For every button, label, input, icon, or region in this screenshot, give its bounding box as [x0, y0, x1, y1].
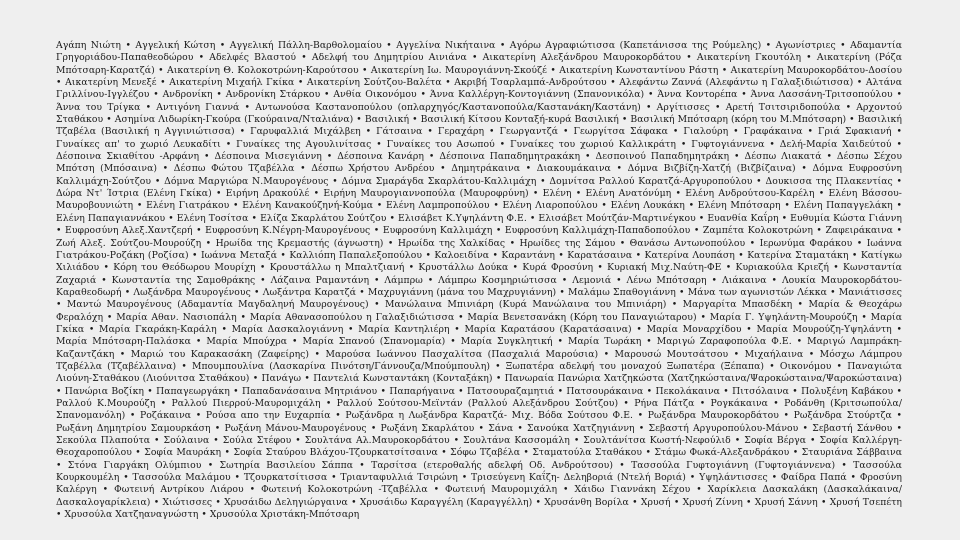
name-list-paragraph: Αγάπη Νιώτη • Αγγελική Κώτση • Αγγελική Πάλλη-Βαρθολομαίου • Αγγελίνα Νικήταινα • Αγόρω Αγραφιώτισσα (Καπετάνισσα της Ρούμελης) • Αγωνίστριες • Αδαμαντία Γρηγοριάδου-Παπαθεοδώρου • Αδελφές Βλαστού • Αδελφή του Δημητρίου Αινιάνα • Αικατερίνη Αλεξάνδρου Μαυροκορδάτου • Αικατερίνη Γκουτόλη • Αικατερίνη (Ρόζα Μπότσαρη-Καρατζά) • Αικατερίνη Θ. Κολοκοτρώνη-Καρούτσου • Αικατερίνη Ιω. Μαυρογιάννη-Σκούζέ • Αικατερίνη Κωνσταντίνου Ράστη • Αικατερίνη Μαυροκορδάτου-Δοσίου • Αικατερίνη Μενεξέ • Αικατερίνη Μιχαήλ Γκίκα • Αικατερίνη Σούτζου-Βαλέτα • Ακριβή Τσαρλαμπά-Ανδρούτσου • Αλεφάντω Ζαννά (Αλεφάντω η Γαλαξιδιώτισσα) • Αλτάνα Γριλλίνου-Ιγγλέζου • Ανδρονίκη • Ανδρονίκη Στάρκου • Ανθία Οικονόμου • Άννα Καλλέργη-Κοντογιάννη (Σπανονικόλα) • Άννα Κοντορέπα • Άννα Λασσάνη-Τριτσοπούλου • Άννα του Τρίγκα • Αντιγόνη Γιαννά • Αντωνούσα Καστανοπούλου (οπλαρχηγός/Καστανοπούλα/Καστανάκη/Καστάνη) • Αργίτισσες • Αρετή Τσιτσιριδοπούλα • Αρχοντού Σταθάκου • Ασημίνα Λιδωρίκη-Γκούρα (Γκούραινα/Νταλιάνα) • Βασιλική • Βασιλική Κίτσου Κονταξή-κυρά Βασιλική • Βασιλική Μπότσαρη (κόρη του Μ.Μπότσαρη) • Βασιλική Τζαβέλα (Βασιλική η Αγγινιώτισσα) • Γαρυφαλλιά Μιχάλβεη • Γάτσαινα • Γεραχάρη • Γεωργαντζά • Γεωργίτσα Σάφακα • Γιαλούρη • Γραφάκαινα • Γριά Σφακιανή • Γυναίκες απ' το χωριό Λευκαδίτι • Γυναίκες της Αγουλινίτσας • Γυναίκες του Ασωπού • Γυναίκες του χωριού Καλλικράτη • Γυφτογιάννενα • Δελή-Μαρία Χαιδεύτού • Δέσποινα Σκιαθίτου -Αρφάνη • Δέσποινα Μισεγιάννη • Δέσποινα Κανάρη • Δέσποινα Παπαδημητρακάκη • Δεσποινού Παπαδημητράκη • Δέσπω Λιακατά • Δέσπω Σέχου Μπότση (Μπόσαινα) • Δέσπω Φώτου Τζαβέλλα • Δέσπω Χρήστου Ανδρέου • Δημητράκαινα • Διακουμάκαινα • Δόμνα Βιζβίζη-Χατζή (Βιζβίζαινα) • Δόμνα Ευφροσύνη Καλλιμάχη-Σούτζου • Δόμνα Μαργιώρα Ν.Μαυρογένους • Δόμνα Σμαράγδα Σκαρλάτου-Καλλιμάχη • Δομνίτσα Ραλλού Καρατζά-Αργυροπούλου • Δουκισσα της Πλακεντίας • Δώρα Ντ' Ίστρια (Ελένη Γκίκα) • Ειρήνη Δρακούλέ • Ειρήνη Μαυρογιαννοπούλα (Μαυροφρύνη) • Ελένη • Ελένη Ανατόνύμη • Ελένη Ανδρούτσου-Καρέλη • Ελένη Βάσσου-Μαυροβουνιώτη • Ελένη Γιατράκου • Ελένη Κανακούζηνή-Κούμα • Ελένη Λαμπροπούλου • Ελένη Λιαροπούλου • Ελένη Λουκάκη • Ελένη Μπότσαρη • Ελένη Παπαγγελάκη • Ελένη Παπαγιαννάκου • Ελένη Τοσίτσα • Ελίζα Σκαρλάτου Σούτζου • Ελισάβετ Κ.Υψηλάντη Φ.Ε. • Ελισάβετ Μούτζάν-Μαρτινέγκου • Ευανθία Καΐρη • Ευθυμία Κώστα Γιάννη • Ευφροσύνη Αλεξ.Χαντζερή • Ευφροσύνη Κ.Νέγρη-Μαυρογένους • Ευφροσύνη Καλλιμάχη • Ευφροσύνη Καλλιμάχη-Παπαδοπούλου • Ζαμπέτα Κολοκοτρώνη • Ζαφειράκαινα • Ζωή Αλεξ. Σούτζου-Μουρούζη • Ηρωίδα της Κρεμαστής (άγνωστη) • Ηρωίδα της Χαλκίδας • Ηρωίδες της Σάμου • Θανάσω Αντωνοπούλου • Ιερωνύμα Φαράκου • Ιωάννα Γιατράκου-Ροζάκη (Ροζίσα) • Ιωάννα Μεταξά • Καλλιόπη Παπαλεξοπούλου • Καλοειδίνα • Καραντάνη • Καρατάσαινα • Κατερίνα Λουπάση • Κατερίνα Σταματάκη • Κατίγκω Χιλιάδου • Κόρη του Θεόδωρου Μουρίχη • Κρουστάλλω η Μπαλτζιανή • Κρυστάλλω Δούκα • Κυρά Φροσύνη • Κυριακή Μιχ.Ναύτη-ΦΕ • Κυριακούλα Κριεζή • Κωνσταντία Ζαχαριά • Κωνσταντία της Σαμοθράκης • Λάζαινα Ραμαντάνη • Λάμπρω • Λάμπρω Κοσμηριώτισσα • Λεμονιά • Λένω Μπότσαρη • Λιάκαινα • Λουκία Μαυροκορδάτου-Καραθεοδωρή • Λωξάνδρα Μαυρογένους • Λωξάντρα Καρατζά • Μαχρυγιάννη (μάνα του Μαχρυγιάννη) • Μαλάμω Σπαθογιάννη • Μάνα των αγωνιστών Λέκκα • Μανιάτισσες • Μαντώ Μαυρογένους (Αδαμαντία Μαγδαληνή Μαυρογένους) • Μανώλαινα Μπινιάρη (Κυρά Μανώλαινα του Μπινιάρη) • Μαργαρίτα Μπασδέκη • Μαρία & Θεοχάρω Φεραλόχη • Μαρία Αθαν. Νασιοπάλη • Μαρία Αθανασοπούλου η Γαλαξιδιώτισσα • Μαρία Βενετσανάκη (Κόρη του Παναγιώταρου) • Μαρία Γ. Υψηλάντη-Μουρούζη • Μαρία Γκίκα • Μαρία Γκαράκη-Καράλη • Μαρία Δασκαλογιάννη • Μαρία Καντηλιέρη • Μαρία Καρατάσου (Καρατάσαινα) • Μαρία Μοναρχίδου • Μαρία Μουρούζη-Υψηλάντη • Μαρία Μπότσαρη-Παλάσκα • Μαρία Μπούχρα • Μαρία Σπανού (Σπανομαρία) • Μαρία Συγκλητική • Μαρία Τωράκη • Μαριγώ Ζαραφοπούλα Φ.Ε. • Μαριγώ Λαμπράκη-Καζαντζάκη • Μαριώ του Καρακασάκη (Ζαφείρης) • Μαρούσα Ιωάννου Πασχαλίτσα (Πασχαλιά Μαρούσια) • Μαρουσώ Μουτσάτσου • Μιχαήλαινα • Μόσχω Λάμπρου Τζαβέλλα (Τζαβέλλαινα) • Μπουμπουλίνα (Λασκαρίνα Πινότση/Γάννουζα/Μπούμπουλη) • Ξωπατέρα αδελφή του μοναχού Ξωπατέρα (Ξέπαπα) • Οικονόμου • Παναγιώτα Λιούνη-Σταθάκου (Λιούνιτσα Σταθάκου) • Πανάγω • Παντελιά Κωνσταντάκη (Κονταξάκη) • Πανωραία Πανώρια Χατζηκώστα (Χατζηκώσταινα/Ψαροκώσταινα/Ψαροκώσταινα) • Πανώρια Βοζίκη • Παπαγεωργάκη • Παπαδανάσαινα Μητριάνου • Παπαρήγαινα • Πατσουραζαμητιά • Πατσουράκαινα • Πεκολάκαινα • Πιτσόλαινα • Πολυξένη Καβάκου • Ραλλού Κ.Μουρούζη • Ραλλού Πιερρού-Μαυρομιχάλη • Ραλλού Σούτσου-Μεϊντάν (Ραλλού Αλεξάνδρου Σούτζου) • Ρήνα Πάτζα • Ρογκάκαινα • Ροδάνθη (Κριτσωπούλα/Σπανομανόλη) • Ροζάκαινα • Ρούσα απο την Ευχαρπία • Ρωξάνδρα η Λωξάνδρα Καρατζά- Μιχ. Βόδα Σούτσου Φ.Ε. • Ρωξάνδρα Μαυροκορδάτου • Ρωξάνδρα Στούρτζα • Ρωξάνη Δημητρίου Σαμουρκάση • Ρωξάνη Μάνου-Μαυρογένους • Ρωξάνη Σκαρλάτου • Σάνα • Σανούκα Χατζηγιάννη • Σεβαστή Αργυροπούλου-Μάνου • Σεβαστή Σάνθου • Σεκούλα Πλαπούτα • Σούλαινα • Σούλα Στέφου • Σουλτάνα Αλ.Μαυροκορδάτου • Σουλτάνα Κασσομάλη • Σουλτάνίτσα Κωστή-Νεφούλιδ • Σοφία Βέργα • Σοφία Καλλέργη-Θεοχαροπούλου • Σοφία Μαυράκη • Σοφία Σταύρου Βλάχου-Τζουρκατσίτσαινα • Σόφω Τζαβέλα • Σταματούλα Σταθάκου • Στάμω Φωκά-Αλεξανδράκου • Σταυριάνα Σάββαινα • Στόνα Γιαργάκη Ολύμπιου • Σωτηρία Βασιλείου Σάππα • Ταρσίτσα (ετεροθαλής αδελφή Οδ. Ανδρούτσου) • Τασσούλα Γυφτογιάννη (Γυφτογιάννενα) • Τασσούλα Κουρκουμέλη • Τασσούλα Μαλάμου • Τζουρκατσίτισσα • Τριανταφυλλιά Τσιρώνη • Τρισεύγενη Καΐζη- Δεληβοριά (Ντελή Βοριά) • Υψηλάντισσες • Φαίδρα Παπά • Φροσύνη Καλέργη • Φωτεινή Αντρίκου Λιάρου • Φωτεινή Κολοκοτρώνη -Τζαβέλλα • Φωτεινή Μαυρομιχάλη • Χάιδω Γιαννάκη Σέχου • Χαρίκλεια Δασκαλάκη (Δασκαλάκαινα/Δασκαλογαρίκλεια) • Χιώτισσες • Χρυσάιδω Δεληγιώργαινα • Χρυσάιδω Καραγγέλη (Καραγγέλλη) • Χρυσάνθη Βορίλα • Χρυσή • Χρυσή Ζίννη • Χρυσή Σάννη • Χρυσή Τσεπέτη • Χρυσούλα Χατζηαναγνώστη • Χρυσούλα Χριστάκη-Μπότσαρη: [56, 40, 902, 521]
